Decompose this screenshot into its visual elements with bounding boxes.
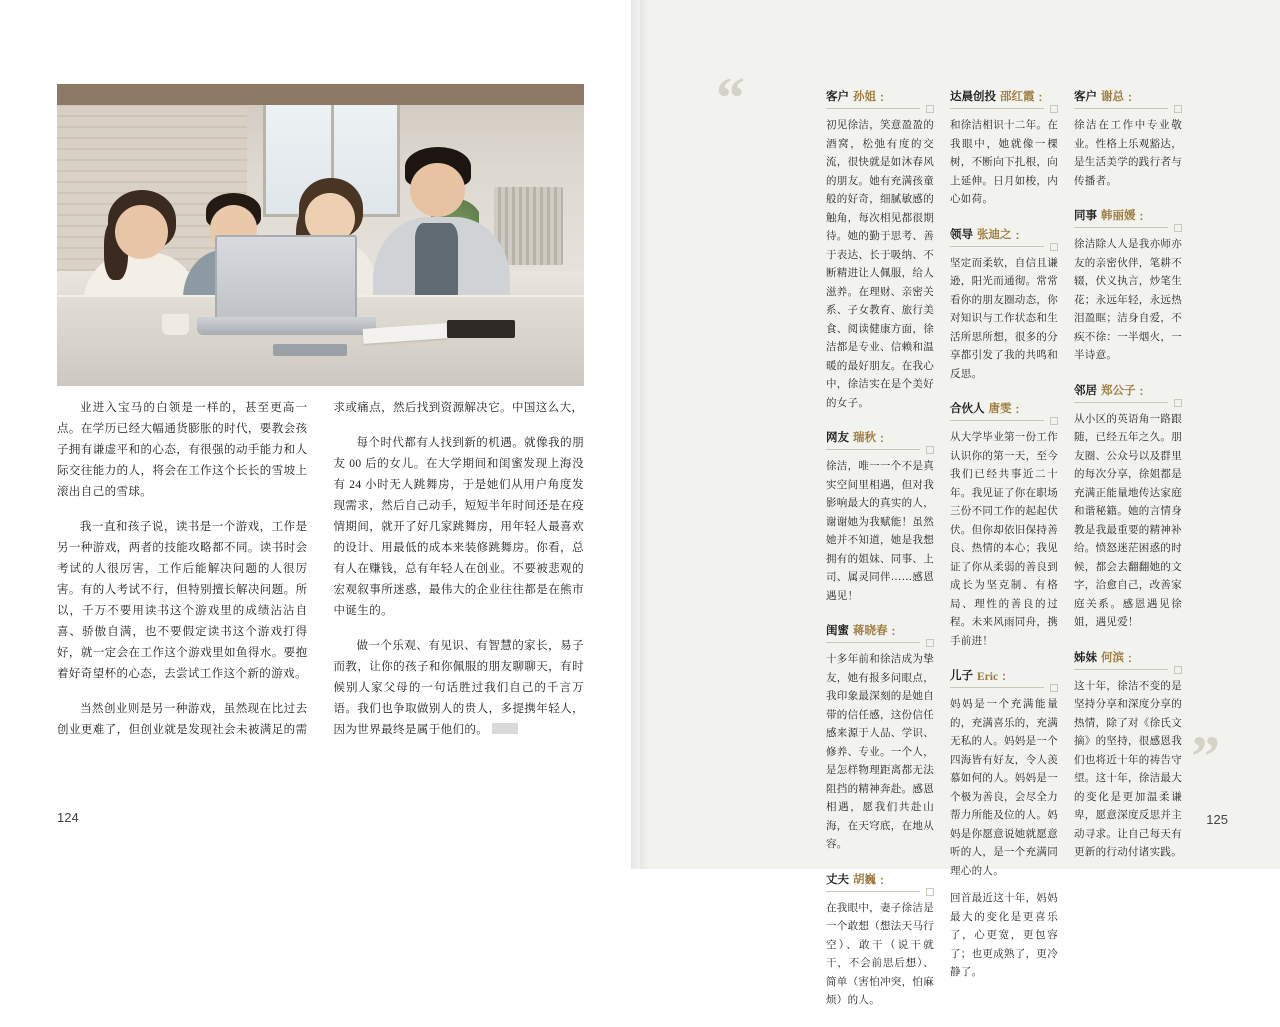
testimonial-entry	[826, 429, 934, 606]
testimonial-body	[1074, 117, 1182, 191]
testimonial-colon: :	[880, 874, 884, 887]
photo-laptop-base	[197, 317, 376, 335]
testimonial-name: 胡巍	[853, 873, 876, 886]
testimonial-header	[1074, 207, 1182, 229]
testimonial-body	[1074, 236, 1182, 366]
testimonial-header	[950, 667, 1058, 689]
testimonial-header	[826, 429, 934, 451]
photo-notebook	[447, 320, 516, 338]
testimonial-body	[826, 117, 934, 413]
testimonial-role: 丈夫	[826, 873, 849, 886]
square-marker-icon	[1050, 684, 1058, 692]
decorative-stamp	[492, 723, 518, 734]
testimonial-header	[1074, 382, 1182, 404]
testimonial-colon: :	[1015, 404, 1020, 416]
testimonial-role: 网友	[826, 432, 849, 444]
testimonial-body	[826, 900, 934, 1011]
testimonial-entry	[1074, 88, 1182, 191]
testimonial-name: 邵红霞	[1000, 91, 1035, 103]
testimonial-name: 韩丽媛	[1101, 210, 1136, 222]
square-marker-icon	[1174, 105, 1182, 113]
paragraph: 从大学毕业第一份工作认识你的第一天，至今我们已经共事近二十年。我见证了你在职场三份不同工作的起起伏伏。但你却依旧保持善良、热情的本心；我见证了你从柔弱的善良到成长为坚克制、有格局、理性的善良的过程。未来风雨同舟，携手前进！	[950, 432, 1058, 647]
testimonial-colon: :	[1015, 229, 1020, 242]
square-marker-icon	[1050, 243, 1058, 251]
paragraph-text: 做一个乐观、有见识、有智慧的家长，易子而教，让你的孩子和你佩服的朋友聊聊天，有时候别人家父母的一句话胜过我们自己的千言万语。我们也争取做别人的贵人，多提携年轻人，因为世界最终是属于他们的。	[333, 640, 584, 736]
testimonial-column-1	[826, 88, 934, 1027]
testimonial-role: 达晨创投	[950, 91, 996, 103]
testimonial-colon: :	[1128, 652, 1132, 665]
closing-quote-mark: ”	[1191, 724, 1220, 789]
testimonial-name: Eric	[977, 671, 999, 683]
photo-person-woman-left-head	[115, 205, 168, 259]
photo-scene	[57, 84, 584, 386]
testimonial-entry	[950, 88, 1058, 210]
paragraph: 徐洁，唯一一个不是真实空间里相遇，但对我影响最大的真实的人，谢谢她为我赋能！虽然她并不知道，她是我想拥有的姐妹、同事、上司、属灵同伴……感恩遇见！	[826, 461, 934, 602]
square-marker-icon	[1050, 105, 1058, 113]
photo-ceiling-beam	[57, 84, 584, 105]
testimonial-header	[950, 226, 1058, 248]
testimonial-body	[950, 255, 1058, 385]
photo-laptop-screen	[215, 235, 357, 320]
testimonial-colon: :	[1128, 92, 1132, 104]
testimonial-entry	[950, 400, 1058, 651]
paragraph: 和徐洁相识十二年。在我眼中，她就像一棵树，不断向下扎根，向上延伸。日月如梭，内心如荷。	[950, 120, 1058, 205]
paragraph: 妈妈是一个充满能量的，充满喜乐的，充满无私的人。妈妈是一个四海皆有好友，令人羡慕如何的人。妈妈是一个极为善良，会尽全力帮力所能及位的人。妈妈是你愿意说她就愿意听的人，是一个充满同理心的人。	[950, 699, 1058, 877]
testimonial-colon: :	[1139, 385, 1144, 398]
testimonial-entry	[1074, 649, 1182, 863]
testimonial-header	[1074, 88, 1182, 110]
testimonial-column-2	[950, 88, 1058, 999]
page-number-left: 124	[57, 810, 79, 825]
testimonial-entry	[826, 88, 934, 413]
testimonial-body	[826, 458, 934, 606]
testimonial-colon: :	[1002, 671, 1006, 683]
photo-person-man-right-shirt	[415, 223, 457, 302]
paragraph: 徐洁在工作中专业敬业。性格上乐观豁达，是生活美学的践行者与传播者。	[1074, 120, 1182, 187]
testimonial-role: 合伙人	[950, 403, 985, 415]
testimonial-role: 儿子	[950, 670, 973, 682]
square-marker-icon	[926, 446, 934, 454]
left-body-text	[57, 398, 584, 748]
paragraph: 十多年前和徐洁成为挚友，她有报多问眼点，我印象最深刻的是她自带的信任感，这份信任感来源于人品、学识、修养、专业。一个人，是怎样物理距离都无法阻挡的精神奔赴。感恩相遇，愿我们共赴山海，在天穹底，在地从容。	[826, 654, 934, 850]
testimonial-name: 何滨	[1101, 651, 1124, 664]
paragraph: 这十年，徐洁不变的是坚持分享和深度分享的热情，除了对《徐氏文摘》的坚持，很感恩我们也将近十年的祷告守望。这十年，徐洁最大的变化是更加温柔谦卑，愿意深度反思并主动寻求。让自己每天有更新的行动付诸实践。	[1074, 680, 1182, 858]
testimonial-body	[1074, 411, 1182, 633]
testimonial-header	[826, 622, 934, 644]
opening-quote-mark: “	[716, 65, 745, 130]
testimonial-header	[1074, 649, 1182, 671]
testimonial-name: 张迪之	[977, 228, 1012, 241]
testimonial-name: 蒋晓春	[853, 625, 888, 637]
paragraph: 我一直和孩子说，读书是一个游戏，工作是另一种游戏，两者的技能攻略都不同。读书时会考试的人很厉害，工作后能解决问题的人很厉害。有的人考试不行，但特别擅长解决问题。所以，千万不要用读书这个游戏里的成绩沾沾自喜、骄傲自满，也不要假定读书这个游戏打得好，就一定会在工作这个游戏里如鱼得水。要抱着好奇望杯的心态，去尝试工作这个新的游戏。	[57, 521, 308, 680]
testimonial-role: 客户	[1074, 91, 1097, 103]
testimonial-entry	[1074, 382, 1182, 633]
testimonial-body	[1074, 678, 1182, 863]
testimonial-name: 瑞秋	[853, 432, 876, 444]
square-marker-icon	[1050, 417, 1058, 425]
testimonial-entry	[950, 667, 1058, 983]
paragraph: 业进入宝马的白领是一样的，甚至更高一点。在学历已经大幅通货膨胀的时代，要教会孩子拥有谦虚平和的心态，有很强的动手能力和人际交往能力的人，将会在工作这个长长的雪坡上滚出自己的雪球。	[57, 402, 308, 498]
paragraph: 当然创业则是另一种游戏，虽然现在比过去创业更难了，但创业就是发现社会未被满足的需求或痛点，然后找到资源解决它。中国这么大，	[57, 402, 584, 736]
testimonial-header	[950, 400, 1058, 422]
square-marker-icon	[1174, 666, 1182, 674]
testimonial-entry	[950, 226, 1058, 385]
testimonial-name: 郑公子	[1101, 384, 1136, 397]
testimonial-role: 姊妹	[1074, 651, 1097, 664]
testimonial-role: 同事	[1074, 210, 1097, 222]
testimonial-role: 闺蜜	[826, 625, 849, 637]
paragraph: 在我眼中，妻子徐洁是一个敢想（想法天马行空）、敢干（说干就干，不会前思后想）、简单（害怕冲突，怕麻烦）的人。	[826, 902, 934, 1006]
testimonial-role: 邻居	[1074, 384, 1097, 397]
paragraph-with-stamp	[334, 636, 585, 741]
testimonial-colon: :	[891, 626, 896, 638]
paragraph: 初见徐洁，笑意盈盈的酒窝，松弛有度的交流，很快就是如沐春风的朋友。她有充满孩童般的好奇，细腻敏感的触角，每次相见都很期待。她的勤于思考、善于表达、长于吸纳、不断精进让人佩服，给人滋养。在理财、亲密关系、子女教育、旅行美食、阅读健康方面，徐洁都是专业、信赖和温暖的最好朋友。在我心中，徐洁实在是个美好的女子。	[826, 120, 934, 409]
testimonial-header	[950, 88, 1058, 110]
testimonial-entry	[826, 622, 934, 855]
paragraph: 从小区的英语角一路跟随，已经五年之久。朋友圈、公众号以及群里的每次分享，徐姐都是充满正能量地传达家庭和谐秘籍。她的言情身教是我最重要的精神补给。愤怒迷茫困惑的时候，都会去翻翻她的文字，洽愈自己，改善家庭关系。感恩遇见徐姐，遇见爱！	[1074, 413, 1182, 628]
photo-person-man-right-head	[410, 163, 465, 217]
testimonial-entry	[1074, 207, 1182, 366]
paragraph: 每个时代都有人找到新的机遇。就像我的朋友 00 后的女儿。在大学期间和闺蜜发现上海没有 24 小时无人跳舞房，于是她们从用户角度发现需求，然后自己动手，短短半年时间还是在疫情期间，就开了好几家跳舞房，用年轻人最喜欢的设计、用最低的成本来装修跳舞房。你看，总有人在赚钱，总有年轻人在创业。不要被悲观的宏观叙事所迷惑，最伟大的企业往往都是在熊市中诞生的。	[333, 437, 584, 617]
testimonial-body	[950, 117, 1058, 210]
testimonial-header	[826, 871, 934, 893]
testimonial-name: 唐雯	[988, 403, 1012, 415]
paragraph: 徐洁除人人是我亦师亦友的亲密伙伴，笔耕不辍，伏义执言，炒笔生花；永远年轻，永远热泪盈眶；洁身自爱，不疾不徐：一半烟火，一半诗意。	[1074, 239, 1182, 361]
testimonial-colon: :	[1139, 211, 1144, 223]
photo-tablet	[273, 344, 347, 356]
square-marker-icon	[1174, 399, 1182, 407]
office-team-laptop-photo	[57, 84, 584, 386]
testimonial-colon: :	[880, 433, 884, 445]
testimonial-colon: :	[1038, 92, 1043, 104]
paragraph: 坚定而柔软，自信且谦逊，阳光而通彻。常常看你的朋友圈动态，你对知识与工作状态和生活所思所想，很多的分享都引发了我的共鸣和反思。	[950, 257, 1058, 380]
right-page	[640, 0, 1280, 1006]
photo-cup	[162, 314, 188, 335]
testimonial-role: 领导	[950, 228, 973, 241]
square-marker-icon	[926, 105, 934, 113]
testimonial-name: 谢总	[1101, 91, 1124, 103]
square-marker-icon	[926, 888, 934, 896]
testimonial-body	[950, 696, 1058, 983]
square-marker-icon	[1174, 224, 1182, 232]
testimonial-header	[826, 88, 934, 110]
testimonial-role: 客户	[826, 91, 849, 103]
square-marker-icon	[926, 639, 934, 647]
testimonial-entry	[826, 871, 934, 1011]
testimonial-colon: :	[880, 92, 884, 104]
testimonial-body	[826, 651, 934, 855]
testimonial-body	[950, 429, 1058, 651]
testimonial-column-3	[1074, 88, 1182, 879]
paragraph: 回首最近这十年，妈妈最大的变化是更喜乐了，心更宽，更包容了；也更成熟了，更冷静了。	[950, 893, 1058, 978]
page-number-right: 125	[1206, 812, 1228, 827]
testimonial-name: 孙姐	[853, 91, 876, 103]
left-page	[0, 0, 640, 869]
